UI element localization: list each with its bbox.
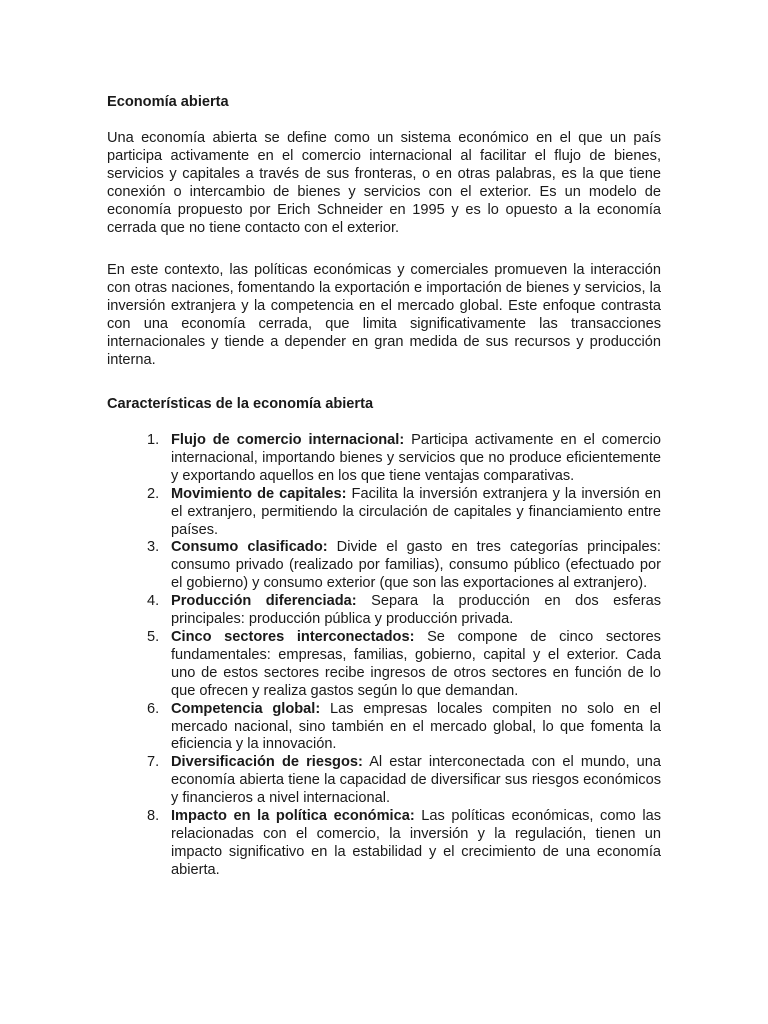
feature-term: Impacto en la política económica: bbox=[171, 808, 415, 825]
feature-term: Consumo clasificado: bbox=[171, 539, 328, 556]
feature-number: 2. bbox=[147, 485, 160, 502]
feature-description: Participa activamente en el comercio internacional, importando bienes y servicios que no produce eficientemente y exportando aquellos en los que tiene ventajas comparativas. bbox=[171, 432, 662, 484]
feature-item bbox=[107, 486, 661, 540]
feature-description: Al estar interconectada con el mundo, una economía abierta tiene la capacidad de diversificar sus riesgos económicos y financieros a nivel internacional. bbox=[171, 754, 661, 807]
feature-term: Diversificación de riesgos: bbox=[171, 754, 363, 771]
features-list bbox=[107, 432, 661, 880]
feature-number: 7. bbox=[147, 754, 160, 771]
feature-number: 3. bbox=[147, 539, 160, 556]
feature-term: Movimiento de capitales: bbox=[171, 485, 347, 502]
feature-number: 1. bbox=[147, 432, 160, 448]
feature-item bbox=[107, 432, 661, 486]
intro-paragraph: Una economía abierta se define como un sistema económico en el que un país participa activamente en el comercio internacional al facilitar el flujo de bienes, servicios y capitales a través de sus fronteras, o en otras palabras, es la que tiene conexión o intercambio de bienes y servicios con el exterior. Es un modelo de economía propuesto por Erich Schneider en 1995 y es lo opuesto a la economía cerrada que no tiene contacto con el exterior. bbox=[107, 130, 661, 236]
feature-term: Flujo de comercio internacional: bbox=[171, 432, 405, 448]
feature-description: Divide el gasto en tres categorías principales: consumo privado (realizado por familias), consumo público (efectuado por el gobierno) y consumo exterior (que son las exportaciones al extranjero). bbox=[171, 539, 661, 592]
feature-item bbox=[107, 593, 661, 629]
feature-item bbox=[107, 701, 661, 755]
feature-description: Se compone de cinco sectores fundamentales: empresas, familias, gobierno, capital y el exterior. Cada uno de estos sectores recibe ingresos de otros sectores en función de lo que ofrecen y realiza gastos según lo que demandan. bbox=[171, 628, 661, 699]
feature-term: Competencia global: bbox=[171, 700, 321, 717]
feature-description: Facilita la inversión extranjera y la inversión en el extranjero, permitiendo la circulación de capitales y financiamiento entre países. bbox=[171, 485, 661, 538]
feature-term: Producción diferenciada: bbox=[171, 593, 357, 610]
feature-item bbox=[107, 539, 661, 593]
context-paragraph: En este contexto, las políticas económicas y comerciales promueven la interacción con otras naciones, fomentando la exportación e importación de bienes y servicios, la inversión extranjera y la competencia en el mercado global. Este enfoque contrasta con una economía cerrada, que limita significativamente las transacciones internacionales y tiende a depender en gran medida de sus recursos y producción interna. bbox=[107, 262, 661, 368]
feature-item bbox=[107, 629, 661, 701]
feature-item bbox=[107, 754, 661, 808]
feature-description: Las empresas locales compiten no solo en el mercado nacional, sino también en el mercado global, lo que fomenta la eficiencia y la innovación. bbox=[171, 700, 661, 753]
feature-description: Separa la producción en dos esferas principales: producción pública y producción privada. bbox=[171, 593, 661, 628]
section-title: Características de la economía abierta bbox=[107, 396, 374, 412]
document-title: Economía abierta bbox=[107, 94, 229, 110]
feature-term: Cinco sectores interconectados: bbox=[171, 628, 415, 645]
feature-number: 4. bbox=[147, 593, 160, 610]
feature-number: 5. bbox=[147, 628, 160, 645]
feature-number: 6. bbox=[147, 700, 160, 717]
feature-description: Las políticas económicas, como las relacionadas con el comercio, la inversión y la regulación, tienen un impacto significativo en la estabilidad y el crecimiento de una economía abierta. bbox=[171, 808, 661, 878]
feature-number: 8. bbox=[147, 808, 160, 825]
feature-item bbox=[107, 808, 661, 880]
